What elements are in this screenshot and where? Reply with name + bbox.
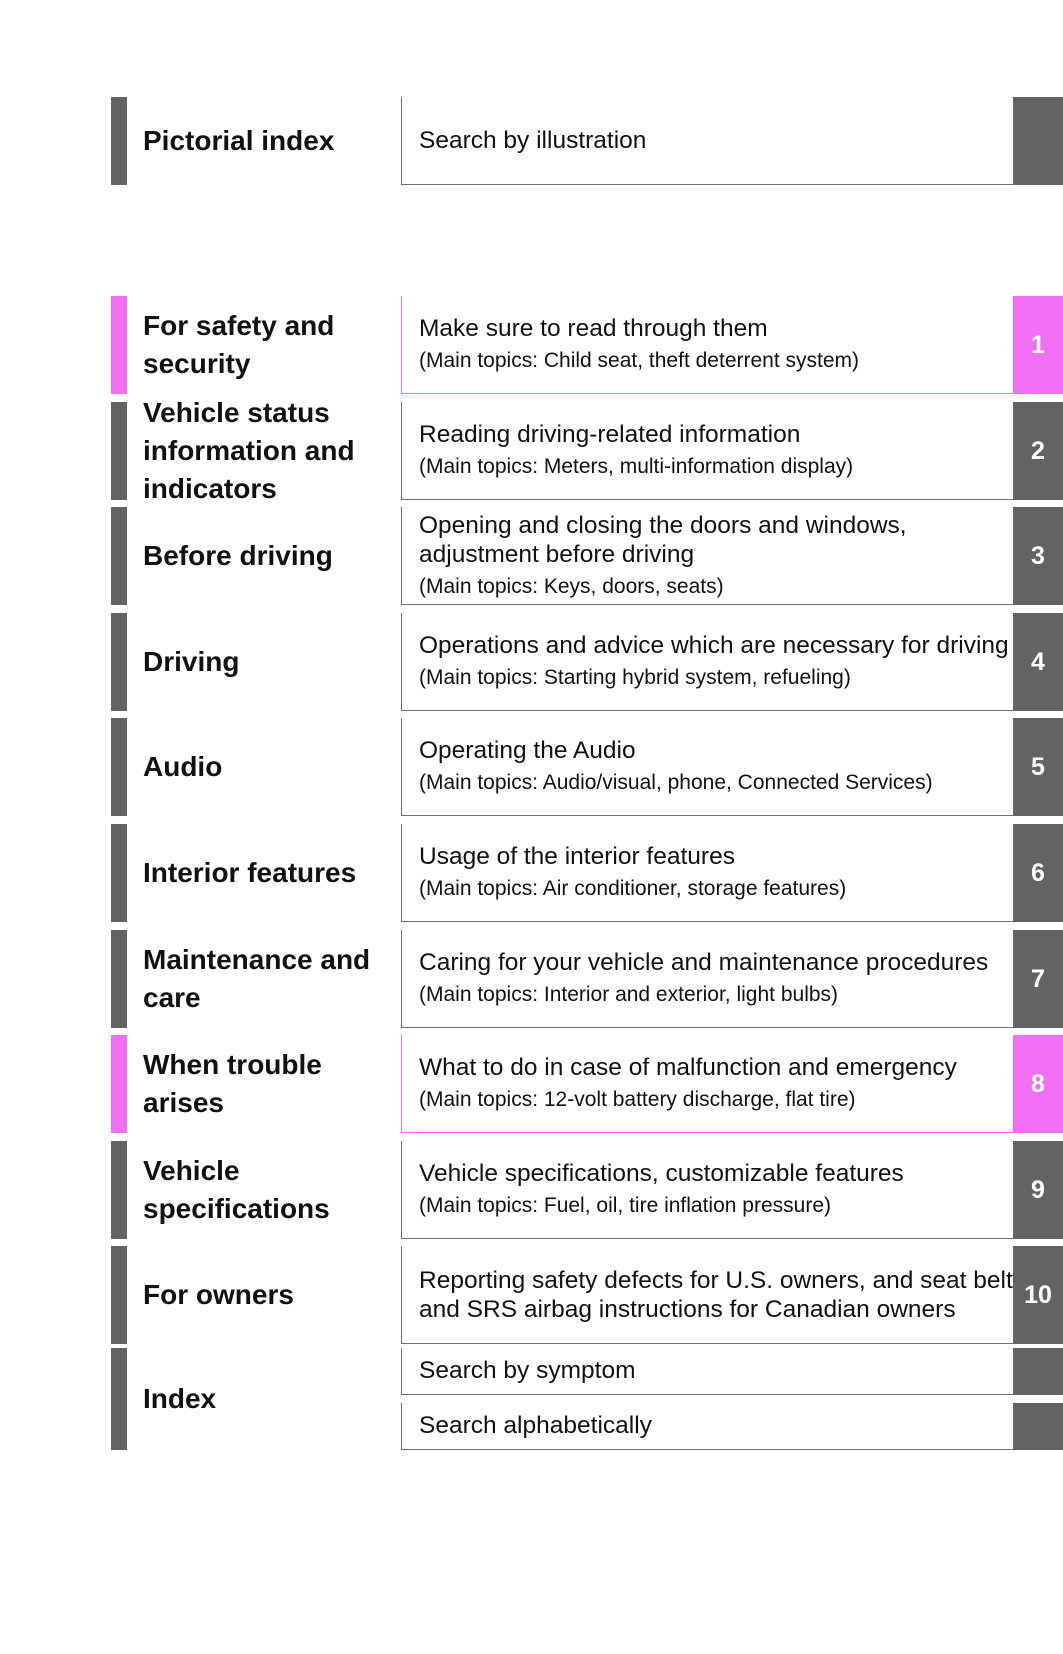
chapter-description: What to do in case of malfunction and emergency [419,1054,957,1081]
chapter-row-2[interactable] [0,397,1063,504]
chapter-row-4[interactable] [0,613,1063,711]
chapter-tab-5[interactable]: 5 [1013,718,1063,816]
chapter-description-box[interactable] [401,1035,1013,1133]
section-marker [111,930,127,1028]
section-marker [111,613,127,711]
search-alphabetically-link[interactable] [401,1403,1013,1450]
chapter-main-topics: (Main topics: Fuel, oil, tire inflation pressure) [419,1194,831,1217]
chapter-main-topics: (Main topics: Air conditioner, storage features) [419,877,847,900]
chapter-main-topics: (Main topics: Audio/visual, phone, Connected Services) [419,771,933,794]
pictorial-index-box[interactable] [401,97,1013,185]
pictorial-index-tab[interactable] [1013,97,1063,185]
chapter-description-box[interactable] [401,1246,1013,1344]
chapter-title: Audio [143,751,223,782]
chapter-description-box[interactable] [401,507,1013,605]
chapter-description-box[interactable] [401,824,1013,922]
chapter-main-topics: (Main topics: Interior and exterior, light bulbs) [419,983,839,1006]
chapter-row-7[interactable] [0,930,1063,1028]
chapter-description-box[interactable] [401,718,1013,816]
section-marker [111,824,127,922]
section-marker [111,1035,127,1133]
chapter-title: For safety and security [143,310,335,379]
chapter-title: Maintenance and care [143,944,371,1013]
chapter-description: Reading driving-related information [419,421,801,448]
chapter-tab-9[interactable]: 9 [1013,1141,1063,1239]
search-alphabetically-label: Search alphabetically [419,1412,652,1439]
chapter-description: Operating the Audio [419,737,636,764]
chapter-title: Driving [143,646,240,677]
chapter-tab-4[interactable]: 4 [1013,613,1063,711]
chapter-description: Make sure to read through them [419,315,768,342]
chapter-title: When trouble arises [143,1049,322,1118]
chapter-description: Usage of the interior features [419,843,735,870]
section-marker [111,402,127,500]
section-marker [111,1246,127,1344]
chapter-row-9[interactable] [0,1141,1063,1239]
chapter-row-10[interactable] [0,1246,1063,1344]
search-alphabetically-tab[interactable] [1013,1403,1063,1450]
index-row [0,1348,1063,1450]
chapter-title: Vehicle status information and indicators [143,397,355,504]
chapter-row-5[interactable] [0,718,1063,816]
pictorial-index-title: Pictorial index [143,125,335,156]
chapter-description: Reporting safety defects for U.S. owners, and seat belt and SRS airbag instructions for Canadian owners [419,1266,1013,1323]
chapter-title: For owners [143,1279,294,1310]
chapter-description-box[interactable] [401,296,1013,394]
chapter-tab-10[interactable]: 10 [1013,1246,1063,1344]
chapter-row-1[interactable] [0,296,1063,394]
index-title: Index [143,1383,217,1414]
chapter-tab-6[interactable]: 6 [1013,824,1063,922]
chapter-tab-7[interactable]: 7 [1013,930,1063,1028]
chapter-tab-8[interactable]: 8 [1013,1035,1063,1133]
chapter-description: Caring for your vehicle and maintenance procedures [419,949,989,976]
chapter-description-box[interactable] [401,1141,1013,1239]
chapter-tab-3[interactable]: 3 [1013,507,1063,605]
chapter-description-box[interactable] [401,930,1013,1028]
chapter-main-topics: (Main topics: Keys, doors, seats) [419,574,724,598]
chapter-description-box[interactable] [401,613,1013,711]
section-marker [111,718,127,816]
section-marker [111,296,127,394]
chapter-row-6[interactable] [0,824,1063,922]
section-marker [111,1348,127,1450]
chapter-description: Vehicle specifications, customizable features [419,1160,904,1187]
search-by-symptom-tab[interactable] [1013,1348,1063,1395]
section-marker [111,507,127,605]
chapter-main-topics: (Main topics: Starting hybrid system, refueling) [419,666,851,689]
chapter-title: Vehicle specifications [143,1155,330,1224]
search-by-symptom-link[interactable] [401,1348,1013,1395]
search-by-symptom-label: Search by symptom [419,1357,636,1384]
chapter-row-8[interactable] [0,1035,1063,1133]
chapter-row-3[interactable] [0,507,1063,605]
section-marker [111,1141,127,1239]
chapter-main-topics: (Main topics: Child seat, theft deterrent system) [419,349,860,372]
chapter-title: Before driving [143,540,333,571]
pictorial-index-row[interactable] [0,97,1063,185]
chapter-tab-1[interactable]: 1 [1013,296,1063,394]
chapter-title: Interior features [143,857,357,888]
chapter-description-box[interactable] [401,402,1013,500]
section-marker [111,97,127,185]
chapter-tab-2[interactable]: 2 [1013,402,1063,500]
pictorial-index-description: Search by illustration [419,127,647,154]
chapter-main-topics: (Main topics: Meters, multi-information display) [419,455,854,478]
chapter-main-topics: (Main topics: 12-volt battery discharge, flat tire) [419,1088,856,1111]
chapter-description: Operations and advice which are necessary for driving [419,632,1009,659]
chapter-description: Opening and closing the doors and windows, adjustment before driving [419,511,907,568]
